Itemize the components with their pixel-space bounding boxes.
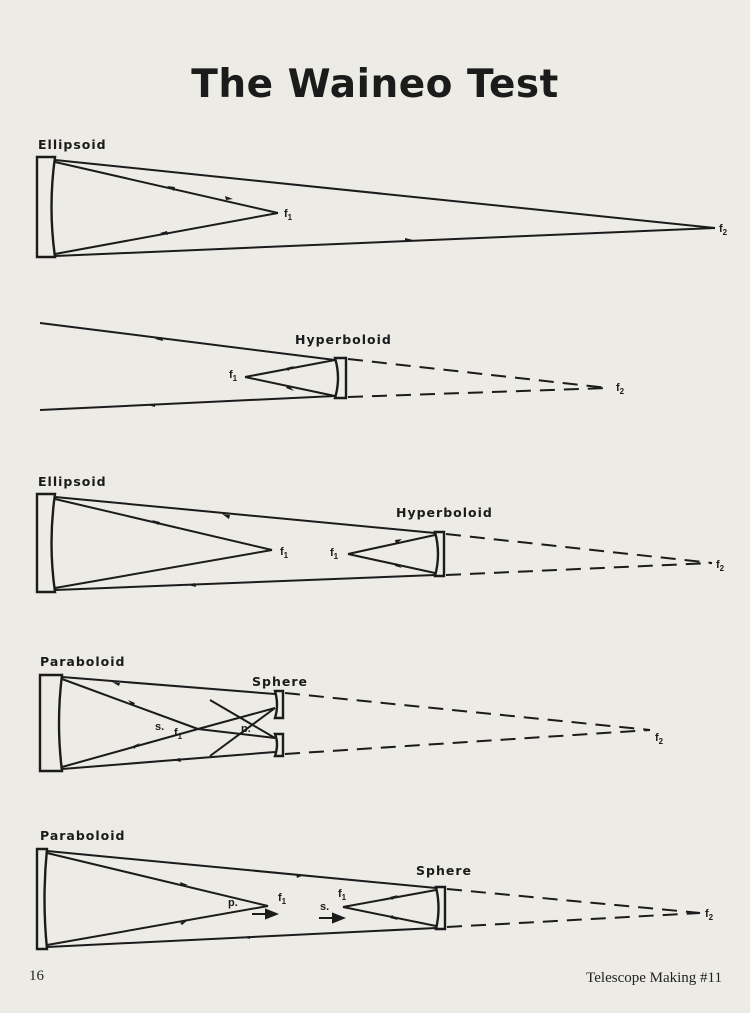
hyperboloid-mirror-1 [335,358,346,398]
panel-paraboloid-sphere-2 [37,828,714,949]
ray-hyp-top [348,535,435,554]
label-p: p. [228,897,238,909]
label-ellipsoid-1: Ellipsoid [38,137,107,152]
focus-f1-label: $f_1$ [280,546,289,560]
virtual-ray-bottom [285,730,650,754]
ray-incoming-bottom [40,396,335,410]
ray-s-bottom [343,907,436,926]
paraboloid-mirror-1 [40,675,62,771]
label-hyperboloid-2: Hyperboloid [396,505,493,520]
arrow-head [112,682,120,686]
focus-f1-label: $f_1$ [330,547,339,561]
ray-bottom-outer [62,752,275,769]
page-title: The Waineo Test [191,62,559,107]
arrow-head [222,514,230,519]
label-paraboloid-2: Paraboloid [40,828,126,843]
ray-incoming-top [40,323,335,360]
focus-f2-label: $f_2$ [716,559,725,573]
focus-f2-label: $f_2$ [655,732,664,746]
virtual-ray-bottom [348,388,608,397]
ray-top-to-f2 [55,160,715,228]
label-p: p. [241,723,251,735]
virtual-ray-top [348,359,608,388]
ellipsoid-mirror-1 [37,157,55,257]
panel-paraboloid-sphere-1 [40,654,664,771]
ray-top-to-f1 [55,162,278,213]
sphere-mirror-lower [275,734,283,756]
label-ellipsoid-2: Ellipsoid [38,474,107,489]
label-sphere-1: Sphere [252,674,308,689]
virtual-ray-top [285,693,650,730]
virtual-ray-bottom [446,563,712,575]
ray-top-to-hyperboloid [55,497,435,533]
ellipsoid-mirror-2 [37,494,55,592]
virtual-ray-top [446,534,712,563]
focus-f1-label: $f_1$ [284,208,293,222]
focus-f1-label: $f_1$ [229,369,238,383]
label-s: s. [320,901,330,913]
ray-bottom-to-f1 [245,377,335,396]
ray-hyp-bottom [348,554,435,573]
ray-f1-to-sphere-upper [198,708,275,729]
focus-f2-label: $f_2$ [705,908,714,922]
label-s: s. [155,721,165,733]
sphere-mirror-upper [275,691,283,718]
arrow-head [225,196,233,200]
ray-bottom-to-f2 [55,228,715,256]
arrow-head [173,758,181,762]
ray-top-outer [47,851,436,888]
paraboloid-mirror-2 [37,849,47,949]
publication-title: Telescope Making #11 [586,970,722,986]
sphere-mirror-2 [436,887,445,929]
focus-f2-label: $f_2$ [719,223,728,237]
virtual-ray-top [447,889,700,913]
panel-ellipsoid [37,137,728,257]
label-paraboloid-1: Paraboloid [40,654,126,669]
focus-f1-label: $f_1$ [278,892,287,906]
label-sphere-2: Sphere [416,863,472,878]
panel-ellipsoid-hyperboloid [37,474,725,592]
ray-s-top [343,890,436,907]
focus-f2-label: $f_2$ [616,382,625,396]
focus-f1-label: $f_1$ [174,727,183,741]
panel-hyperboloid [40,323,625,410]
arrow-head [180,882,188,886]
ray-bottom-outer [47,928,436,947]
label-hyperboloid-1: Hyperboloid [295,332,392,347]
page-number: 16 [29,968,44,984]
hyperboloid-mirror-2 [435,532,444,576]
ray-bottom-to-p [47,906,268,945]
virtual-ray-bottom [447,913,700,927]
focus-f1-label: $f_1$ [338,888,347,902]
